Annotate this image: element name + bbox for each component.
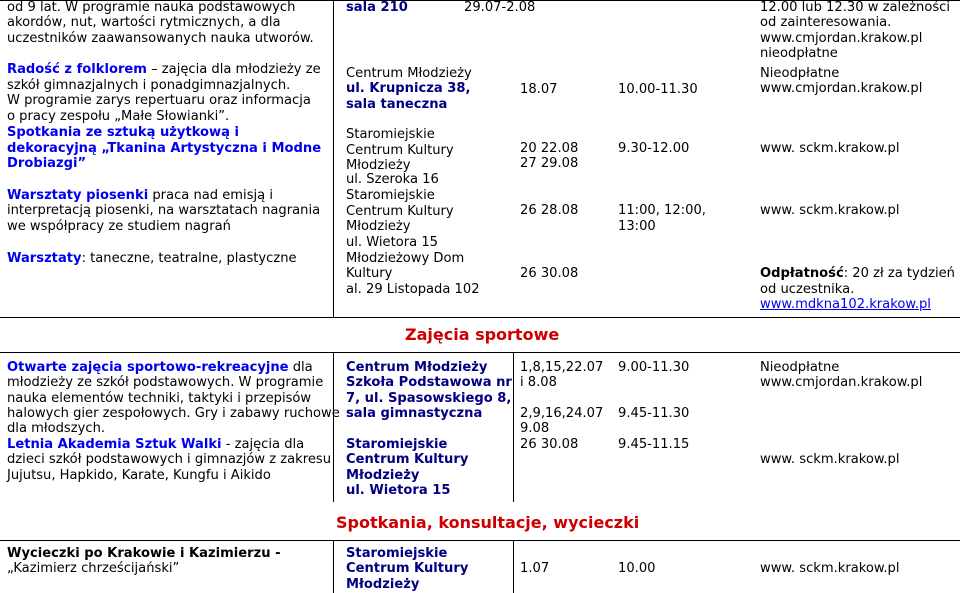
r1-place: sala 210 (346, 0, 408, 15)
r2-info-link[interactable]: www.cmjordan.krakow.pl (760, 81, 923, 96)
s2-place-line-1: Staromiejskie (346, 437, 448, 452)
r4-time-line-2: 13:00 (618, 219, 656, 234)
r4-place-line-1: Staromiejskie (346, 188, 435, 203)
section-heading-sport: Zajęcia sportowe (405, 325, 560, 344)
r5-desc (7, 251, 297, 266)
s2-place-line-2: Centrum Kultury (346, 452, 469, 467)
s1-time-2: 9.45-11.30 (618, 406, 690, 421)
r2-info-line-1: Nieodpłatne (760, 66, 840, 81)
s2-info-link[interactable]: www. sckm.krakow.pl (760, 452, 900, 467)
r3-date-1: 20 22.08 (520, 141, 579, 156)
trip-desc: „Kazimierz chrześcijański” (7, 561, 180, 576)
r2-desc-rest: – zajęcia dla młodzieży ze (146, 62, 321, 77)
s1-desc-line-3: nauka elementów techniki, taktyki i przepisów (7, 391, 312, 406)
r3-title-line-3: Drobiazgi” (7, 156, 87, 171)
r2-date: 18.07 (520, 82, 558, 97)
r4-desc-first: praca nad emisją i (148, 188, 273, 203)
trip-title: Wycieczki po Krakowie i Kazimierzu - (7, 546, 281, 561)
r2-desc-line-1 (7, 62, 321, 77)
table-row-divider (0, 352, 960, 353)
r1-desc-line-2: akordów, nut, wartości rytmicznych, a dla (7, 15, 281, 30)
s1-place-line-3: 7, ul. Spasowskiego 8, (346, 391, 512, 406)
r4-info-link[interactable]: www. sckm.krakow.pl (760, 203, 900, 218)
s2-place-line-4: ul. Wietora 15 (346, 483, 451, 498)
s2-time: 9.45-11.15 (618, 437, 690, 452)
trip-place-line-2: Centrum Kultury (346, 561, 469, 576)
r4-time-line-1: 11:00, 12:00, (618, 203, 706, 218)
s1-place-line-4: sala gimnastyczna (346, 406, 483, 421)
s2-date: 26 30.08 (520, 437, 579, 452)
r5-info-label: Odpłatność (760, 266, 844, 281)
r5-info-line-2: od uczestnika. (760, 282, 855, 297)
r4-place-line-2: Centrum Kultury (346, 204, 454, 219)
r2-place-line-3: sala taneczna (346, 97, 448, 112)
r3-title-line-1: Spotkania ze sztuką użytkową i (7, 125, 240, 140)
r3-place-line-1: Staromiejskie (346, 127, 435, 142)
r3-info-link[interactable]: www. sckm.krakow.pl (760, 141, 900, 156)
s1-place-line-1: Centrum Młodzieży (346, 360, 488, 375)
r1-desc-line-3: uczestników zaawansowanych nauka utworów. (7, 31, 314, 46)
r2-desc-line-3: W programie zarys repertuaru oraz informacja (7, 93, 311, 108)
col-divider-1c (333, 540, 334, 593)
r1-date: 29.07-2.08 (464, 0, 536, 15)
r3-place-line-2: Centrum Kultury (346, 143, 454, 158)
r3-time: 9.30-12.00 (618, 141, 690, 156)
r4-place-line-3: Młodzieży (346, 219, 411, 234)
r1-desc-line-1: od 9 lat. W programie nauka podstawowych (7, 0, 296, 15)
s1-desc-line-2: młodzieży ze szkół podstawowych. W programie (7, 375, 324, 390)
col-divider-2 (513, 352, 514, 502)
r4-desc-line-1 (7, 188, 273, 203)
r4-desc-line-2: interpretacją piosenki, na warsztatach nagrania (7, 203, 321, 218)
trip-date: 1.07 (520, 561, 550, 576)
s1-date-line-1: 1,8,15,22.07 (520, 360, 604, 375)
s2-title-rest: - zajęcia dla (221, 437, 305, 452)
s2-title: Letnia Akademia Sztuk Walki (7, 437, 222, 452)
r3-date-2: 27 29.08 (520, 156, 579, 171)
r1-info-link[interactable]: www.cmjordan.krakow.pl (760, 31, 923, 46)
s1-desc-line-5: dla młodszych. (7, 421, 106, 436)
s1-title: Otwarte zajęcia sportowo-rekreacyjne (7, 360, 289, 375)
trip-time: 10.00 (618, 561, 656, 576)
r2-time: 10.00-11.30 (618, 82, 698, 97)
s2-desc-line-1 (7, 437, 304, 452)
s2-place-line-3: Młodzieży (346, 468, 420, 483)
r4-desc-line-3: we współpracy ze studiem nagrań (7, 219, 231, 234)
r3-place-line-4: ul. Szeroka 16 (346, 172, 439, 187)
s1-date-line-3: 2,9,16,24.07 (520, 406, 604, 421)
s1-place-line-2: Szkoła Podstawowa nr (346, 375, 512, 390)
table-section-divider-2 (0, 540, 960, 541)
s1-info-line-1: Nieodpłatne (760, 360, 840, 375)
r5-info-link[interactable]: www.mdkna102.krakow.pl (760, 297, 931, 312)
r5-desc-rest: : taneczne, teatralne, plastyczne (81, 251, 297, 266)
s1-title-rest: dla (288, 360, 313, 375)
col-divider-2b (513, 540, 514, 593)
r2-desc-line-4: o pracy zespołu „Małe Słowianki”. (7, 109, 230, 124)
r2-title: Radość z folklorem (7, 62, 147, 77)
s2-desc-line-2: dzieci szkół podstawowych i gimnazjów z zakresu (7, 452, 332, 467)
r3-place-line-3: Młodzieży (346, 158, 411, 173)
r4-title: Warsztaty piosenki (7, 188, 149, 203)
r5-date: 26 30.08 (520, 266, 579, 281)
r4-place-line-4: ul. Wietora 15 (346, 235, 438, 250)
r2-place-line-1: Centrum Młodzieży (346, 66, 472, 81)
s1-info-link[interactable]: www.cmjordan.krakow.pl (760, 375, 923, 390)
s1-desc-line-1 (7, 360, 313, 375)
section-heading-meetings: Spotkania, konsultacje, wycieczki (336, 513, 640, 532)
trip-info-link[interactable]: www. sckm.krakow.pl (760, 561, 900, 576)
r2-desc-line-2: szkół gimnazjalnych i ponadgimnazjalnych. (7, 78, 291, 93)
r1-info-line-4: nieodpłatne (760, 46, 838, 61)
r5-place-line-2: Kultury (346, 266, 393, 281)
col-divider-1 (333, 0, 334, 317)
r5-info-line-1 (760, 266, 955, 281)
r1-info-line-1: 12.00 lub 12.30 w zależności (760, 0, 951, 15)
r4-date: 26 28.08 (520, 203, 579, 218)
trip-place-line-3: Młodzieży (346, 577, 420, 592)
r3-title-line-2: dekoracyjną „Tkanina Artystyczna i Modne (7, 141, 322, 156)
table-section-divider-1 (0, 317, 960, 318)
s1-desc-line-4: halowych gier zespołowych. Gry i zabawy ruchowe (7, 406, 340, 421)
r5-place-line-3: al. 29 Listopada 102 (346, 282, 480, 297)
r5-place-line-1: Młodzieżowy Dom (346, 251, 465, 266)
col-divider-1b (333, 352, 334, 502)
s1-time-1: 9.00-11.30 (618, 360, 690, 375)
r1-info-line-2: od zainteresowania. (760, 15, 892, 30)
s1-date-line-4: 9.08 (520, 421, 550, 436)
r5-info-rest: : 20 zł za tydzień (843, 266, 955, 281)
trip-place-line-1: Staromiejskie (346, 546, 448, 561)
r2-place-line-2: ul. Krupnicza 38, (346, 81, 471, 96)
r5-title: Warsztaty (7, 251, 82, 266)
s2-desc-line-3: Jujutsu, Hapkido, Karate, Kungfu i Aikido (7, 468, 271, 483)
s1-date-line-2: i 8.08 (520, 375, 557, 390)
